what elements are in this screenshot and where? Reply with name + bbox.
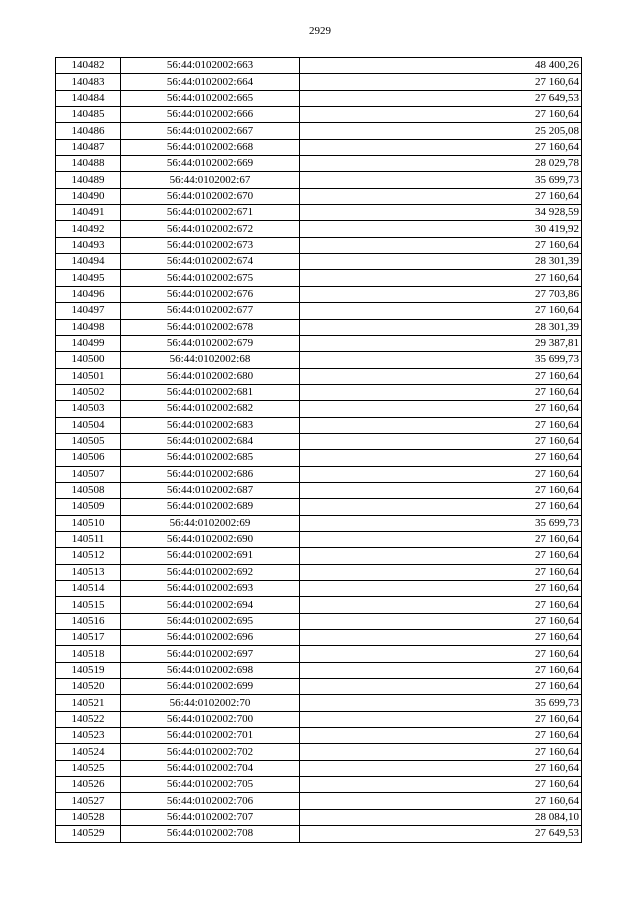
page-number: 2929 (309, 25, 331, 37)
cadastral-value-cell: 27 160,64 (300, 499, 582, 515)
row-number-cell: 140491 (56, 205, 121, 221)
cadastral-value-cell: 27 160,64 (300, 384, 582, 400)
cadastral-number-cell: 56:44:0102002:665 (121, 90, 300, 106)
row-number-cell: 140504 (56, 417, 121, 433)
cadastral-value-cell: 27 703,86 (300, 286, 582, 302)
row-number-cell: 140527 (56, 793, 121, 809)
table-row (56, 548, 582, 564)
cadastral-value-cell: 27 160,64 (300, 564, 582, 580)
cadastral-value-cell: 27 160,64 (300, 417, 582, 433)
cadastral-number-cell: 56:44:0102002:666 (121, 107, 300, 123)
table-row (56, 679, 582, 695)
cadastral-number-cell: 56:44:0102002:702 (121, 744, 300, 760)
table-body (56, 58, 582, 843)
table-row (56, 254, 582, 270)
cadastral-number-cell: 56:44:0102002:693 (121, 581, 300, 597)
row-number-cell: 140494 (56, 254, 121, 270)
cadastral-number-cell: 56:44:0102002:671 (121, 205, 300, 221)
table-row (56, 466, 582, 482)
cadastral-number-cell: 56:44:0102002:684 (121, 433, 300, 449)
cadastral-number-cell: 56:44:0102002:699 (121, 679, 300, 695)
table-row (56, 237, 582, 253)
row-number-cell: 140510 (56, 515, 121, 531)
cadastral-value-cell: 35 699,73 (300, 695, 582, 711)
row-number-cell: 140519 (56, 662, 121, 678)
cadastral-number-cell: 56:44:0102002:677 (121, 303, 300, 319)
table-row (56, 156, 582, 172)
table-row (56, 303, 582, 319)
table-row (56, 139, 582, 155)
table-row (56, 581, 582, 597)
row-number-cell: 140506 (56, 450, 121, 466)
table-row (56, 777, 582, 793)
table-row (56, 482, 582, 498)
cadastral-number-cell: 56:44:0102002:697 (121, 646, 300, 662)
cadastral-number-cell: 56:44:0102002:708 (121, 826, 300, 842)
table-row (56, 809, 582, 825)
cadastral-number-cell: 56:44:0102002:673 (121, 237, 300, 253)
table-row (56, 221, 582, 237)
cadastral-number-cell: 56:44:0102002:669 (121, 156, 300, 172)
cadastral-number-cell: 56:44:0102002:674 (121, 254, 300, 270)
cadastral-value-cell: 27 160,64 (300, 188, 582, 204)
row-number-cell: 140489 (56, 172, 121, 188)
cadastral-number-cell: 56:44:0102002:663 (121, 58, 300, 74)
cadastral-number-cell: 56:44:0102002:704 (121, 760, 300, 776)
row-number-cell: 140485 (56, 107, 121, 123)
cadastral-value-cell: 27 160,64 (300, 793, 582, 809)
row-number-cell: 140503 (56, 401, 121, 417)
table-row (56, 515, 582, 531)
row-number-cell: 140514 (56, 581, 121, 597)
cadastral-value-cell: 27 160,64 (300, 548, 582, 564)
cadastral-number-cell: 56:44:0102002:698 (121, 662, 300, 678)
cadastral-number-cell: 56:44:0102002:680 (121, 368, 300, 384)
row-number-cell: 140515 (56, 597, 121, 613)
table-row (56, 793, 582, 809)
table-row (56, 760, 582, 776)
cadastral-number-cell: 56:44:0102002:670 (121, 188, 300, 204)
cadastral-number-cell: 56:44:0102002:68 (121, 352, 300, 368)
cadastral-value-cell: 27 160,64 (300, 303, 582, 319)
cadastral-number-cell: 56:44:0102002:691 (121, 548, 300, 564)
table-row (56, 286, 582, 302)
row-number-cell: 140501 (56, 368, 121, 384)
cadastral-number-cell: 56:44:0102002:695 (121, 613, 300, 629)
table-row (56, 450, 582, 466)
row-number-cell: 140490 (56, 188, 121, 204)
cadastral-number-cell: 56:44:0102002:668 (121, 139, 300, 155)
row-number-cell: 140487 (56, 139, 121, 155)
table-row (56, 744, 582, 760)
cadastral-number-cell: 56:44:0102002:681 (121, 384, 300, 400)
row-number-cell: 140529 (56, 826, 121, 842)
table-row (56, 107, 582, 123)
cadastral-number-cell: 56:44:0102002:679 (121, 335, 300, 351)
cadastral-value-cell: 27 160,64 (300, 711, 582, 727)
row-number-cell: 140500 (56, 352, 121, 368)
row-number-cell: 140497 (56, 303, 121, 319)
table-row (56, 205, 582, 221)
row-number-cell: 140528 (56, 809, 121, 825)
row-number-cell: 140482 (56, 58, 121, 74)
cadastral-value-cell: 48 400,26 (300, 58, 582, 74)
cadastral-number-cell: 56:44:0102002:676 (121, 286, 300, 302)
row-number-cell: 140493 (56, 237, 121, 253)
table-row (56, 319, 582, 335)
cadastral-number-cell: 56:44:0102002:686 (121, 466, 300, 482)
cadastral-number-cell: 56:44:0102002:689 (121, 499, 300, 515)
cadastral-value-cell: 25 205,08 (300, 123, 582, 139)
row-number-cell: 140512 (56, 548, 121, 564)
cadastral-number-cell: 56:44:0102002:696 (121, 630, 300, 646)
row-number-cell: 140483 (56, 74, 121, 90)
cadastral-value-cell: 28 301,39 (300, 254, 582, 270)
row-number-cell: 140488 (56, 156, 121, 172)
cadastral-number-cell: 56:44:0102002:682 (121, 401, 300, 417)
cadastral-number-cell: 56:44:0102002:67 (121, 172, 300, 188)
table-row (56, 728, 582, 744)
cadastral-number-cell: 56:44:0102002:685 (121, 450, 300, 466)
cadastral-value-cell: 28 029,78 (300, 156, 582, 172)
cadastral-value-table (55, 57, 582, 843)
cadastral-value-cell: 27 160,64 (300, 679, 582, 695)
table-row (56, 499, 582, 515)
cadastral-value-cell: 27 160,64 (300, 630, 582, 646)
cadastral-number-cell: 56:44:0102002:678 (121, 319, 300, 335)
row-number-cell: 140486 (56, 123, 121, 139)
cadastral-number-cell: 56:44:0102002:707 (121, 809, 300, 825)
cadastral-number-cell: 56:44:0102002:69 (121, 515, 300, 531)
cadastral-number-cell: 56:44:0102002:683 (121, 417, 300, 433)
row-number-cell: 140496 (56, 286, 121, 302)
cadastral-value-cell: 27 160,64 (300, 581, 582, 597)
cadastral-value-cell: 27 160,64 (300, 744, 582, 760)
cadastral-number-cell: 56:44:0102002:70 (121, 695, 300, 711)
cadastral-value-cell: 30 419,92 (300, 221, 582, 237)
cadastral-value-cell: 27 160,64 (300, 368, 582, 384)
cadastral-number-cell: 56:44:0102002:672 (121, 221, 300, 237)
cadastral-value-cell: 27 160,64 (300, 139, 582, 155)
row-number-cell: 140498 (56, 319, 121, 335)
cadastral-value-cell: 28 084,10 (300, 809, 582, 825)
row-number-cell: 140492 (56, 221, 121, 237)
row-number-cell: 140523 (56, 728, 121, 744)
cadastral-number-cell: 56:44:0102002:705 (121, 777, 300, 793)
table-row (56, 630, 582, 646)
table-row (56, 384, 582, 400)
cadastral-value-cell: 27 160,64 (300, 760, 582, 776)
cadastral-number-cell: 56:44:0102002:692 (121, 564, 300, 580)
cadastral-value-cell: 27 160,64 (300, 237, 582, 253)
cadastral-number-cell: 56:44:0102002:700 (121, 711, 300, 727)
table-row (56, 564, 582, 580)
cadastral-value-cell: 27 160,64 (300, 777, 582, 793)
row-number-cell: 140521 (56, 695, 121, 711)
cadastral-value-cell: 27 160,64 (300, 270, 582, 286)
cadastral-value-cell: 27 160,64 (300, 531, 582, 547)
table-row (56, 417, 582, 433)
cadastral-value-cell: 35 699,73 (300, 172, 582, 188)
table-row (56, 695, 582, 711)
table-row (56, 58, 582, 74)
row-number-cell: 140484 (56, 90, 121, 106)
table-row (56, 531, 582, 547)
row-number-cell: 140520 (56, 679, 121, 695)
cadastral-value-cell: 27 160,64 (300, 74, 582, 90)
row-number-cell: 140516 (56, 613, 121, 629)
row-number-cell: 140495 (56, 270, 121, 286)
row-number-cell: 140524 (56, 744, 121, 760)
table-row (56, 711, 582, 727)
table-row (56, 662, 582, 678)
cadastral-value-cell: 27 649,53 (300, 90, 582, 106)
table-row (56, 433, 582, 449)
row-number-cell: 140517 (56, 630, 121, 646)
cadastral-value-cell: 27 160,64 (300, 728, 582, 744)
cadastral-value-cell: 29 387,81 (300, 335, 582, 351)
cadastral-value-cell: 27 160,64 (300, 433, 582, 449)
table-row (56, 270, 582, 286)
row-number-cell: 140522 (56, 711, 121, 727)
cadastral-number-cell: 56:44:0102002:664 (121, 74, 300, 90)
table-row (56, 646, 582, 662)
cadastral-value-cell: 35 699,73 (300, 352, 582, 368)
cadastral-value-cell: 27 160,64 (300, 613, 582, 629)
cadastral-value-cell: 27 160,64 (300, 450, 582, 466)
row-number-cell: 140502 (56, 384, 121, 400)
cadastral-value-cell: 27 160,64 (300, 401, 582, 417)
cadastral-value-cell: 27 160,64 (300, 662, 582, 678)
table-row (56, 613, 582, 629)
cadastral-value-cell: 27 160,64 (300, 482, 582, 498)
cadastral-value-cell: 35 699,73 (300, 515, 582, 531)
row-number-cell: 140518 (56, 646, 121, 662)
cadastral-value-cell: 27 160,64 (300, 646, 582, 662)
row-number-cell: 140508 (56, 482, 121, 498)
row-number-cell: 140513 (56, 564, 121, 580)
cadastral-number-cell: 56:44:0102002:690 (121, 531, 300, 547)
table-row (56, 368, 582, 384)
row-number-cell: 140509 (56, 499, 121, 515)
cadastral-number-cell: 56:44:0102002:687 (121, 482, 300, 498)
row-number-cell: 140511 (56, 531, 121, 547)
row-number-cell: 140525 (56, 760, 121, 776)
cadastral-number-cell: 56:44:0102002:706 (121, 793, 300, 809)
table-row (56, 188, 582, 204)
cadastral-number-cell: 56:44:0102002:667 (121, 123, 300, 139)
cadastral-number-cell: 56:44:0102002:701 (121, 728, 300, 744)
cadastral-value-cell: 27 160,64 (300, 466, 582, 482)
cadastral-number-cell: 56:44:0102002:675 (121, 270, 300, 286)
table-row (56, 335, 582, 351)
cadastral-value-cell: 34 928,59 (300, 205, 582, 221)
cadastral-value-cell: 28 301,39 (300, 319, 582, 335)
cadastral-value-cell: 27 160,64 (300, 107, 582, 123)
table-row (56, 172, 582, 188)
row-number-cell: 140499 (56, 335, 121, 351)
table-row (56, 401, 582, 417)
row-number-cell: 140505 (56, 433, 121, 449)
table-row (56, 352, 582, 368)
table-row (56, 123, 582, 139)
table-row (56, 90, 582, 106)
row-number-cell: 140507 (56, 466, 121, 482)
table-row (56, 74, 582, 90)
table-row (56, 826, 582, 842)
cadastral-number-cell: 56:44:0102002:694 (121, 597, 300, 613)
row-number-cell: 140526 (56, 777, 121, 793)
cadastral-value-cell: 27 160,64 (300, 597, 582, 613)
cadastral-value-cell: 27 649,53 (300, 826, 582, 842)
table-row (56, 597, 582, 613)
